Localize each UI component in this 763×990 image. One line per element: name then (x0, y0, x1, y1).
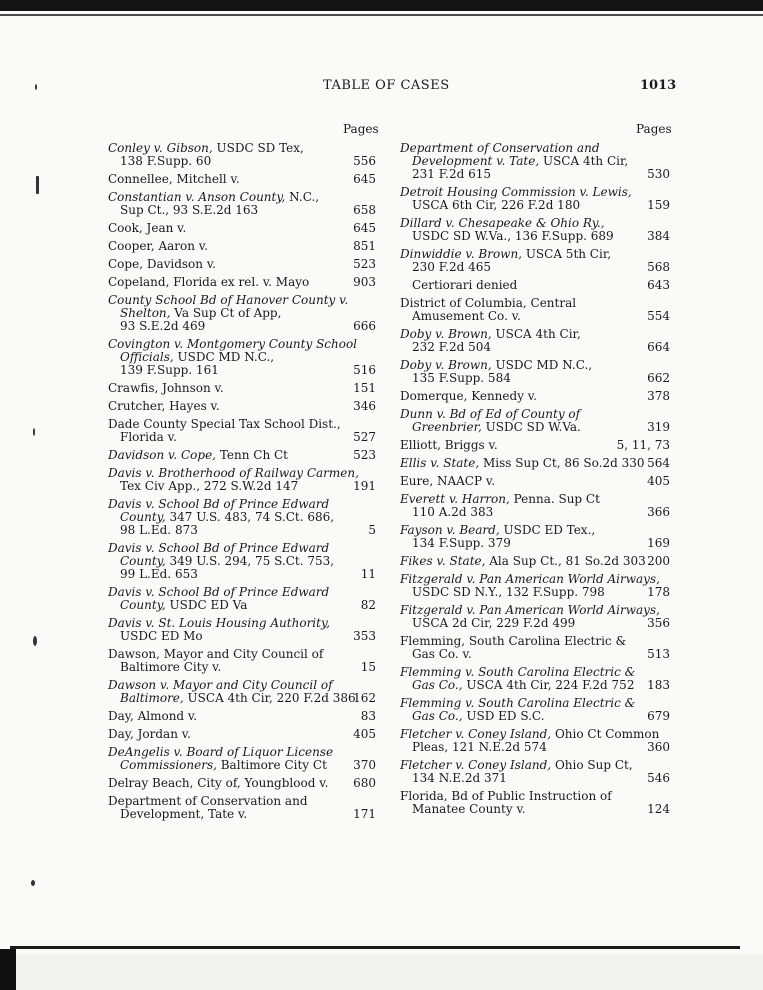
case-text: Connellee, Mitchell v. (108, 172, 240, 186)
case-text: Fletcher v. Coney Island, (400, 727, 552, 741)
case-citation: USDC MD N.C., (491, 358, 593, 372)
case-text: Crutcher, Hayes v. (108, 399, 220, 413)
case-entry (400, 573, 670, 599)
case-page-ref: 356 (647, 616, 670, 630)
case-page-ref: 83 (360, 709, 376, 723)
case-entry (400, 697, 670, 723)
case-citation: USCA 4th Cir, (491, 327, 581, 341)
case-text: 135 F.Supp. 584 (412, 371, 511, 385)
case-text: Department of Conservation and (400, 141, 600, 155)
case-text: Domerque, Kennedy v. (400, 389, 537, 403)
case-entry (400, 790, 670, 816)
right-column-heading: Pages (636, 122, 672, 136)
case-text: USDC SD W.Va., 136 F.Supp. 689 (412, 229, 614, 243)
case-line (400, 475, 628, 488)
case-text: Flemming, South Carolina Electric & (400, 634, 627, 648)
case-entry (400, 457, 670, 470)
case-text: Dade County Special Tax School Dist., (108, 417, 341, 431)
case-entry (108, 617, 376, 643)
case-line (108, 728, 334, 741)
case-page-ref: 405 (353, 727, 376, 741)
case-text: USCA 2d Cir, 229 F.2d 499 (412, 616, 576, 630)
case-text: Day, Jordan v. (108, 727, 191, 741)
case-entry (108, 400, 376, 413)
case-text: Davis v. St. Louis Housing Authority, (108, 616, 330, 630)
case-entry (108, 449, 376, 462)
case-entry (108, 191, 376, 217)
case-entry (400, 635, 670, 661)
case-text: District of Columbia, Central (400, 296, 577, 310)
right-case-column (400, 142, 670, 821)
case-page-ref: 680 (353, 776, 376, 790)
case-entry (108, 338, 376, 377)
case-line (108, 480, 334, 493)
case-entry (400, 493, 670, 519)
case-page-ref: 568 (647, 260, 670, 274)
case-line (108, 524, 334, 537)
case-citation: USCA 4th Cir, (539, 154, 629, 168)
page-bottom-rule (10, 946, 740, 949)
case-line (108, 710, 334, 723)
case-text: 232 F.2d 504 (412, 340, 492, 354)
case-text: 93 S.E.2d 469 (120, 319, 206, 333)
case-citation: USDC ED Tex., (499, 523, 596, 537)
case-text: Detroit Housing Commission v. Lewis, (400, 185, 632, 199)
case-text: Davis v. School Bd of Prince Edward (108, 585, 330, 599)
case-line (400, 168, 628, 181)
case-entry (400, 666, 670, 692)
case-page-ref: 851 (353, 239, 376, 253)
case-text: Cope, Davidson v. (108, 257, 216, 271)
case-entry (400, 359, 670, 385)
case-line (108, 599, 334, 612)
case-page-ref: 151 (353, 381, 376, 395)
case-line (400, 456, 645, 470)
case-line (400, 341, 628, 354)
case-page-ref: 530 (647, 167, 670, 181)
case-citation: Tenn Ch Ct (216, 448, 288, 462)
case-line (400, 421, 628, 434)
case-text: Amusement Co. v. (412, 309, 521, 323)
case-page-ref: 191 (353, 479, 376, 493)
case-page-ref: 200 (647, 554, 670, 568)
case-line (108, 258, 334, 271)
case-citation: Miss Sup Ct, 86 So.2d 330 (479, 456, 645, 470)
case-text: Doby v. Brown, (400, 327, 492, 341)
case-page-ref: 346 (353, 399, 376, 413)
case-entry (400, 475, 670, 488)
case-text: Delray Beach, City of, Youngblood v. (108, 776, 329, 790)
case-page-ref: 169 (647, 536, 670, 550)
case-entry (400, 297, 670, 323)
case-page-ref: 645 (353, 221, 376, 235)
case-text: Florida, Bd of Public Instruction of (400, 789, 612, 803)
case-citation: USCA 5th Cir, (522, 247, 612, 261)
page-bottom-corner (0, 949, 16, 990)
case-page-ref: 159 (647, 198, 670, 212)
case-text: Sup Ct., 93 S.E.2d 163 (120, 203, 259, 217)
case-page-ref: 15 (360, 660, 376, 674)
case-entry (400, 524, 670, 550)
case-page-ref: 319 (647, 420, 670, 434)
case-citation: USCA 4th Cir, 220 F.2d 386 (183, 691, 356, 705)
case-page-ref: 513 (647, 647, 670, 661)
case-text: Florida v. (120, 430, 177, 444)
case-citation: USCA 4th Cir, 224 F.2d 752 (462, 678, 635, 692)
scan-speck (36, 176, 39, 194)
case-line (108, 630, 334, 643)
case-text: Dillard v. Chesapeake & Ohio Ry., (400, 216, 605, 230)
case-page-ref: 527 (353, 430, 376, 444)
case-entry (400, 555, 670, 568)
case-text: USDC ED Mo (120, 629, 203, 643)
case-line (108, 382, 334, 395)
case-text: Crawfis, Johnson v. (108, 381, 224, 395)
case-page-ref: 370 (353, 758, 376, 772)
case-entry (108, 586, 376, 612)
case-text: Cooper, Aaron v. (108, 239, 208, 253)
case-line (400, 554, 646, 568)
case-page-ref: 5, 11, 73 (616, 438, 670, 452)
case-line (108, 777, 334, 790)
case-line (400, 261, 628, 274)
case-citation: Ohio Ct Common (551, 727, 660, 741)
case-page-ref: 366 (647, 505, 670, 519)
case-line (400, 199, 628, 212)
case-page-ref: 664 (647, 340, 670, 354)
scan-speck (31, 880, 35, 886)
page-bottom-margin (0, 955, 763, 990)
case-page-ref: 903 (353, 275, 376, 289)
case-text: Elliott, Briggs v. (400, 438, 498, 452)
case-text: Eure, NAACP v. (400, 474, 496, 488)
case-text: Davis v. Brotherhood of Railway Carmen, (108, 466, 359, 480)
case-page-ref: 378 (647, 389, 670, 403)
case-citation: Va Sup Ct of App, (170, 306, 282, 320)
case-citation: USDC MD N.C., (173, 350, 275, 364)
case-text: 230 F.2d 465 (412, 260, 492, 274)
case-text: Constantian v. Anson County, (108, 190, 286, 204)
case-text: Tex Civ App., 272 S.W.2d 147 (120, 479, 299, 493)
case-text: Certiorari denied (412, 278, 518, 292)
case-page-ref: 178 (647, 585, 670, 599)
case-line (400, 648, 628, 661)
case-line (108, 364, 334, 377)
case-line (400, 279, 628, 292)
case-citation: USDC SD W.Va. (481, 420, 581, 434)
case-text: USCA 6th Cir, 226 F.2d 180 (412, 198, 581, 212)
case-text: Day, Almond v. (108, 709, 198, 723)
scan-speck (33, 428, 35, 436)
case-line (400, 537, 628, 550)
case-entry (400, 759, 670, 785)
case-text: Gas Co., (412, 678, 463, 692)
case-entry (400, 604, 670, 630)
case-text: 99 L.Ed. 653 (120, 567, 198, 581)
case-entry (108, 728, 376, 741)
case-entry (108, 746, 376, 772)
case-page-ref: 643 (647, 278, 670, 292)
case-citation: USD ED S.C. (462, 709, 545, 723)
case-text: Department of Conservation and (108, 794, 308, 808)
case-text: Fletcher v. Coney Island, (400, 758, 552, 772)
case-page-ref: 564 (647, 456, 670, 470)
case-text: Copeland, Florida ex rel. v. Mayo (108, 275, 310, 289)
case-text: Development, Tate v. (120, 807, 248, 821)
case-page-ref: 516 (353, 363, 376, 377)
case-text: 139 F.Supp. 161 (120, 363, 219, 377)
case-page-ref: 5 (368, 523, 376, 537)
case-text: Fitzgerald v. Pan American World Airways, (400, 572, 660, 586)
case-page-ref: 353 (353, 629, 376, 643)
case-line (400, 372, 628, 385)
case-page-ref: 679 (647, 709, 670, 723)
case-entry (108, 258, 376, 271)
case-line (400, 678, 635, 692)
left-case-column (108, 142, 376, 826)
case-page-ref: 523 (353, 448, 376, 462)
case-entry (400, 186, 670, 212)
case-text: Davidson v. Cope, (108, 448, 216, 462)
case-entry (400, 728, 670, 754)
case-citation: 347 U.S. 483, 74 S.Ct. 686, (165, 510, 335, 524)
case-text: 134 N.E.2d 371 (412, 771, 507, 785)
case-entry (400, 439, 670, 452)
case-text: Everett v. Harron, (400, 492, 510, 506)
case-text: County, (120, 554, 166, 568)
case-text: Baltimore City v. (120, 660, 222, 674)
case-page-ref: 546 (647, 771, 670, 785)
case-entry (108, 173, 376, 186)
case-line (400, 617, 628, 630)
case-entry (108, 240, 376, 253)
case-line (108, 204, 334, 217)
page-title: TABLE OF CASES (323, 78, 450, 93)
case-page-ref: 171 (353, 807, 376, 821)
case-text: Ellis v. State, (400, 456, 480, 470)
case-text: 110 A.2d 383 (412, 505, 494, 519)
case-text: Greenbrier, (412, 420, 482, 434)
case-text: Fitzgerald v. Pan American World Airways, (400, 603, 660, 617)
case-entry (108, 648, 376, 674)
case-page-ref: 645 (353, 172, 376, 186)
case-citation: Baltimore City Ct (216, 758, 327, 772)
case-entry (108, 777, 376, 790)
case-text: 134 F.Supp. 379 (412, 536, 511, 550)
case-entry (108, 795, 376, 821)
case-line (108, 431, 334, 444)
case-text: Fayson v. Beard, (400, 523, 500, 537)
case-line (400, 230, 628, 243)
case-text: 98 L.Ed. 873 (120, 523, 198, 537)
left-column-heading: Pages (343, 122, 379, 136)
case-entry (108, 142, 376, 168)
case-line (400, 710, 628, 723)
case-citation: Ala Sup Ct., 81 So.2d 303 (485, 554, 646, 568)
case-line (108, 661, 334, 674)
case-page-ref: 183 (647, 678, 670, 692)
case-text: Dawson, Mayor and City Council of (108, 647, 324, 661)
case-entry (400, 248, 670, 274)
case-entry (108, 498, 376, 537)
page-top-rule (0, 14, 763, 16)
case-page-ref: 666 (353, 319, 376, 333)
case-text: Shelton, (120, 306, 171, 320)
case-page-ref: 658 (353, 203, 376, 217)
case-line (108, 276, 334, 289)
case-line (108, 808, 334, 821)
case-line (108, 568, 334, 581)
case-citation: 349 U.S. 294, 75 S.Ct. 753, (165, 554, 335, 568)
case-text: Dunn v. Bd of Ed of County of (400, 407, 581, 421)
case-text: Gas Co. v. (412, 647, 472, 661)
case-citation: Penna. Sup Ct (509, 492, 600, 506)
case-page-ref: 523 (353, 257, 376, 271)
case-page-ref: 11 (360, 567, 376, 581)
case-text: Gas Co., (412, 709, 463, 723)
case-text: DeAngelis v. Board of Liquor License (108, 745, 334, 759)
case-text: Commissioners, (120, 758, 217, 772)
case-text: Flemming v. South Carolina Electric & (400, 665, 636, 679)
case-entry (400, 328, 670, 354)
case-entry (108, 467, 376, 493)
case-text: Flemming v. South Carolina Electric & (400, 696, 636, 710)
case-text: County, (120, 598, 166, 612)
case-entry (400, 217, 670, 243)
case-page-ref: 360 (647, 740, 670, 754)
case-entry (108, 418, 376, 444)
case-page-ref: 384 (647, 229, 670, 243)
case-line (400, 310, 628, 323)
case-entry (108, 276, 376, 289)
case-page-ref: 662 (647, 371, 670, 385)
case-line (400, 439, 628, 452)
case-line (108, 222, 334, 235)
case-text: County School Bd of Hanover County v. (108, 293, 349, 307)
case-entry (108, 710, 376, 723)
case-text: Covington v. Montgomery County School (108, 337, 358, 351)
case-entry (108, 382, 376, 395)
case-line (108, 449, 334, 462)
case-entry (400, 142, 670, 181)
case-entry (108, 222, 376, 235)
case-text: Development v. Tate, (412, 154, 540, 168)
case-text: Doby v. Brown, (400, 358, 492, 372)
case-entry (108, 542, 376, 581)
case-line (400, 803, 628, 816)
case-text: Conley v. Gibson, (108, 141, 213, 155)
case-page-ref: 162 (353, 691, 376, 705)
case-page-ref: 556 (353, 154, 376, 168)
case-page-ref: 554 (647, 309, 670, 323)
case-text: Manatee County v. (412, 802, 526, 816)
case-citation: N.C., (285, 190, 320, 204)
case-line (108, 400, 334, 413)
case-line (108, 759, 334, 772)
case-entry (108, 679, 376, 705)
scan-speck (33, 636, 37, 646)
case-text: Pleas, 121 N.E.2d 574 (412, 740, 547, 754)
case-text: 231 F.2d 615 (412, 167, 492, 181)
case-line (108, 155, 334, 168)
case-text: Officials, (120, 350, 174, 364)
case-line (108, 320, 334, 333)
case-text: Cook, Jean v. (108, 221, 187, 235)
case-text: County, (120, 510, 166, 524)
case-citation: Ohio Sup Ct, (551, 758, 633, 772)
case-text: Baltimore, (120, 691, 184, 705)
case-text: Davis v. School Bd of Prince Edward (108, 497, 330, 511)
case-text: 138 F.Supp. 60 (120, 154, 212, 168)
case-text: Davis v. School Bd of Prince Edward (108, 541, 330, 555)
case-entry (400, 408, 670, 434)
case-page-ref: 82 (360, 598, 376, 612)
case-entry (108, 294, 376, 333)
case-page-ref: 124 (647, 802, 670, 816)
case-line (400, 390, 628, 403)
case-line (400, 506, 628, 519)
case-line (400, 772, 628, 785)
case-citation: USDC ED Va (165, 598, 248, 612)
case-line (108, 691, 356, 705)
case-text: Fikes v. State, (400, 554, 486, 568)
case-text: Dinwiddie v. Brown, (400, 247, 522, 261)
case-line (108, 240, 334, 253)
case-entry (400, 279, 670, 292)
case-page-ref: 405 (647, 474, 670, 488)
case-line (400, 741, 628, 754)
page-number: 1013 (640, 78, 677, 93)
case-citation: USDC SD Tex, (212, 141, 304, 155)
scan-speck (35, 84, 37, 90)
case-entry (400, 390, 670, 403)
page-top-border (0, 0, 763, 11)
case-text: USDC SD N.Y., 132 F.Supp. 798 (412, 585, 605, 599)
case-text: Dawson v. Mayor and City Council of (108, 678, 333, 692)
case-line (400, 586, 628, 599)
case-line (108, 173, 334, 186)
